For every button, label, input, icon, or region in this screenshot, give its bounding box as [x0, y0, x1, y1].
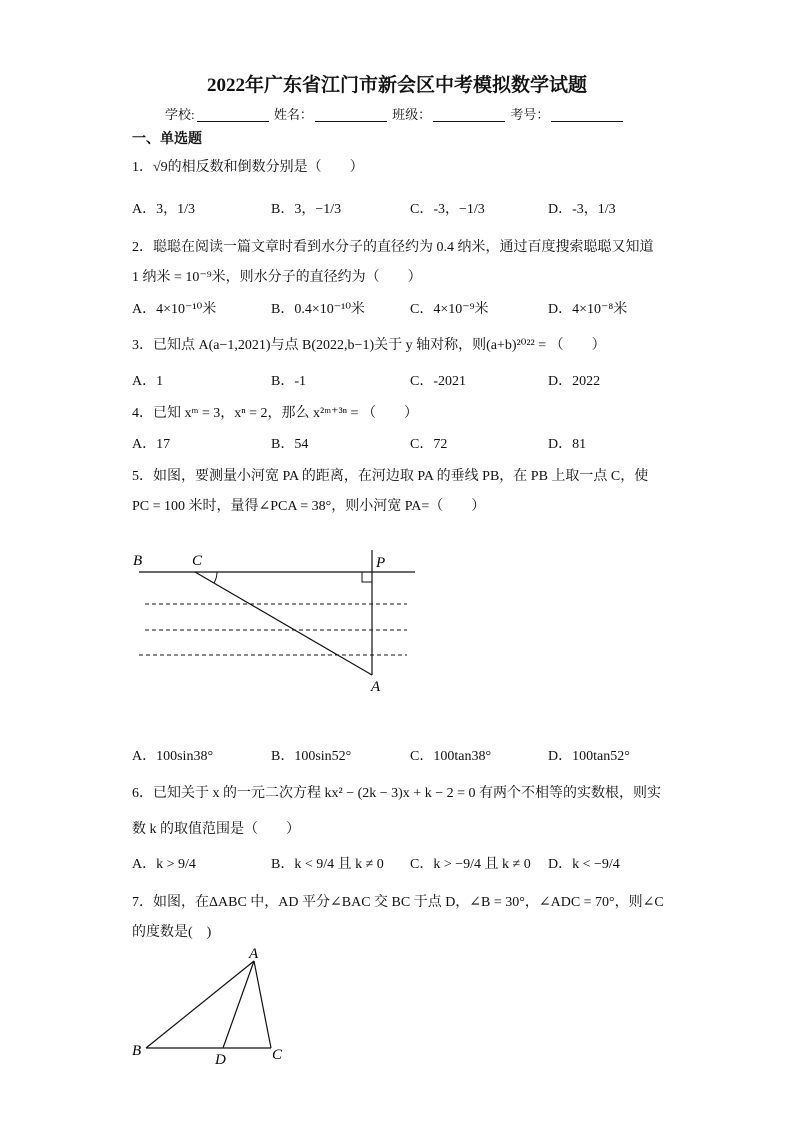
q1-option-b: B．3，−1/3	[271, 202, 342, 217]
q5-option-d: D．100tan52°	[548, 749, 630, 764]
q2-option-a: A．4×10⁻¹⁰米	[132, 302, 217, 317]
q6-option-a: A．k > 9/4	[132, 857, 196, 872]
line-ca	[195, 572, 372, 675]
label-a: A	[371, 679, 381, 695]
q3-option-c: C．-2021	[410, 374, 466, 389]
label-c: C	[192, 553, 203, 569]
q5-option-b: B．100sin52°	[271, 749, 352, 764]
question-2-line-1: 2．聪聪在阅读一篇文章时看到水分子的直径约为 0.4 纳米，通过百度搜索聪聪又知道	[132, 240, 654, 255]
q6-option-d: D．k < −9/4	[548, 857, 620, 872]
q1-option-a: A．3，1/3	[132, 202, 195, 217]
label-d: D	[215, 1052, 226, 1068]
q4-option-d: D．81	[548, 437, 587, 452]
question-5-line-1: 5．如图，要测量小河宽 PA 的距离，在河边取 PA 的垂线 PB，在 PB 上取一点 C，使	[132, 469, 649, 484]
q2-option-d: D．4×10⁻⁸米	[548, 302, 628, 317]
question-5-line-2: PC = 100 米时，量得∠PCA = 38°，则小河宽 PA=（ ）	[132, 499, 486, 514]
section-heading: 一、单选题	[132, 132, 202, 147]
exam-no-label: 考号：	[510, 107, 550, 122]
name-label: 姓名：	[273, 107, 313, 122]
question-3-stem: 3．已知点 A(a−1,2021)与点 B(2022,b−1)关于 y 轴对称，则(a+b)²⁰²² = （ ）	[132, 338, 606, 353]
q5-option-a: A．100sin38°	[132, 749, 214, 764]
q2-option-c: C．4×10⁻⁹米	[410, 302, 489, 317]
student-info-line	[165, 104, 625, 123]
q3-option-d: D．2022	[548, 374, 601, 389]
name-blank	[315, 108, 387, 122]
q5-option-c: C．100tan38°	[410, 749, 492, 764]
exam-no-blank	[551, 108, 623, 122]
question-4-stem: 4．已知 xᵐ = 3，xⁿ = 2，那么 x²ᵐ⁺³ⁿ = （ ）	[132, 406, 418, 421]
question-6-line-1: 6．已知关于 x 的一元二次方程 kx² − (2k − 3)x + k − 2 = 0 有两个不相等的实数根，则实	[132, 786, 661, 801]
label-a: A	[249, 946, 259, 962]
side-ab	[146, 961, 254, 1048]
question-7-line-1: 7．如图，在ΔABC 中，AD 平分∠BAC 交 BC 于点 D，∠B = 30°，∠ADC = 70°，则∠C	[132, 895, 664, 910]
q6-option-c: C．k > −9/4 且 k ≠ 0	[410, 857, 531, 872]
q3-option-b: B．-1	[271, 374, 306, 389]
label-b: B	[132, 1043, 142, 1059]
q1-option-d: D．-3，1/3	[548, 202, 616, 217]
q4-option-b: B．54	[271, 437, 309, 452]
q4-option-c: C．72	[410, 437, 448, 452]
q4-option-a: A．17	[132, 437, 171, 452]
angle-arc	[214, 572, 217, 583]
question-2-line-2: 1 纳米 = 10⁻⁹米，则水分子的直径约为（ ）	[132, 270, 422, 285]
page-title: 2022年广东省江门市新会区中考模拟数学试题	[206, 75, 587, 96]
label-b: B	[133, 553, 143, 569]
right-angle-mark	[362, 572, 372, 582]
class-blank	[433, 108, 505, 122]
triangle-abc-figure	[125, 945, 295, 1070]
question-1-stem: 1．√9的相反数和倒数分别是（ ）	[132, 160, 364, 175]
class-label: 班级：	[392, 107, 432, 122]
side-ac	[254, 961, 271, 1048]
q1-option-c: C．-3，−1/3	[410, 202, 485, 217]
q6-option-b: B．k < 9/4 且 k ≠ 0	[271, 857, 384, 872]
q3-option-a: A．1	[132, 374, 164, 389]
school-blank	[197, 108, 269, 122]
label-p: P	[376, 555, 386, 571]
question-6-line-2: 数 k 的取值范围是（ ）	[132, 822, 300, 837]
label-c: C	[272, 1047, 283, 1063]
q2-option-b: B．0.4×10⁻¹⁰米	[271, 302, 365, 317]
river-width-figure	[125, 545, 425, 695]
question-7-line-2: 的度数是( )	[132, 925, 212, 940]
school-label: 学校:	[165, 107, 195, 122]
